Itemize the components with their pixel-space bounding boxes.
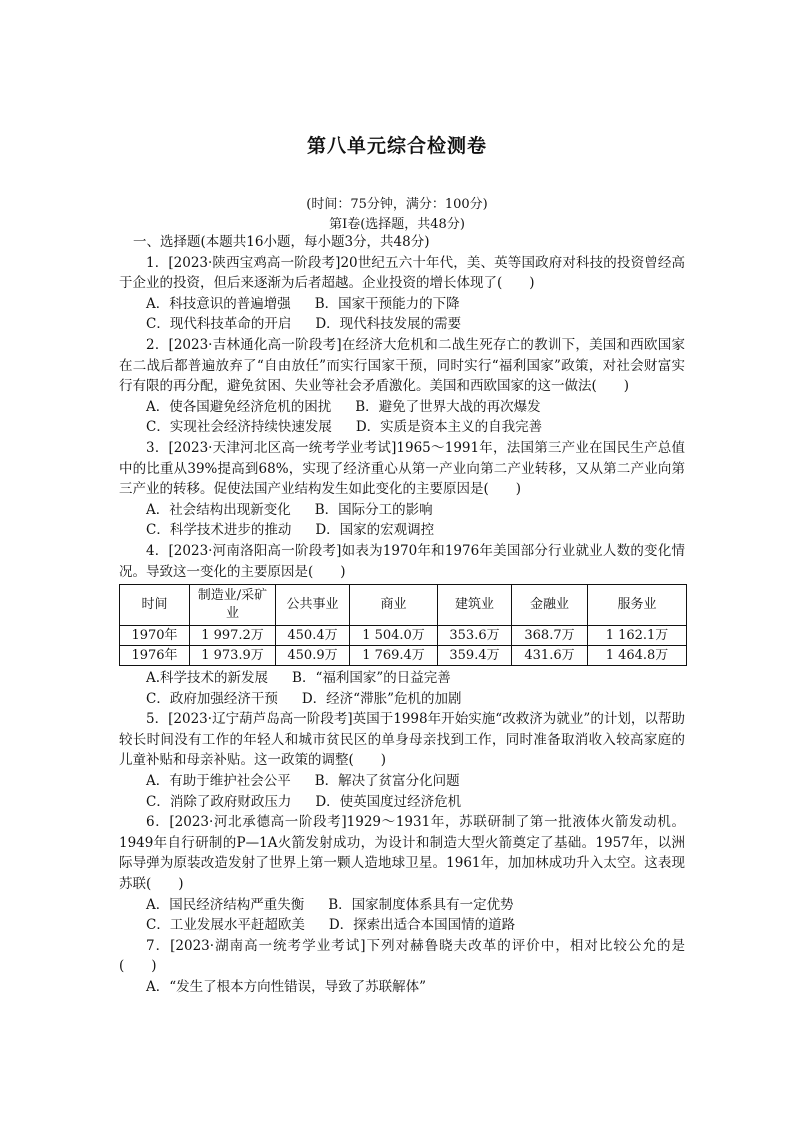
table-cell: 1 997.2万: [190, 626, 276, 646]
table-cell: 1 464.8万: [588, 646, 687, 666]
table-header-cell: 服务业: [588, 585, 687, 626]
question-3-options-row-1: [119, 500, 685, 521]
question-7-options-row-1: [119, 977, 685, 998]
question-4-options-row-1: [119, 668, 685, 689]
question-5-option-d[interactable]: D．使英国度过经济危机: [315, 793, 462, 810]
question-2-option-a[interactable]: A．使各国避免经济危机的困扰: [146, 398, 332, 415]
question-7-option-a[interactable]: A．“发生了根本方向性错误，导致了苏联解体”: [146, 979, 427, 995]
question-6-options-row-1: [119, 895, 685, 916]
table-header-cell: 建筑业: [438, 585, 512, 626]
question-3-option-a[interactable]: A．社会结构出现新变化: [146, 501, 291, 518]
question-4-option-a[interactable]: A.科学技术的新发展: [146, 670, 269, 687]
question-3-option-b[interactable]: B．国际分工的影响: [314, 501, 433, 518]
table-cell: 368.7万: [512, 626, 588, 646]
question-4-options-row-2: [119, 689, 685, 710]
table-cell: 450.9万: [276, 646, 350, 666]
table-header-cell: 商业: [350, 585, 438, 626]
question-2-option-b[interactable]: B．避免了世界大战的再次爆发: [355, 398, 541, 415]
question-5-options-row-1: [119, 771, 685, 792]
question-6-option-c[interactable]: C．工业发展水平赶超欧美: [146, 917, 305, 934]
question-1-option-a[interactable]: A．科技意识的普遍增强: [146, 295, 291, 312]
question-2-options-row-2: [119, 417, 685, 438]
question-2-options-row-1: [119, 397, 685, 418]
question-3-option-d[interactable]: D．国家的宏观调控: [315, 522, 435, 539]
question-4-option-b[interactable]: B．“福利国家”的日益完善: [292, 670, 451, 687]
question-5-options-row-2: [119, 792, 685, 813]
table-row: [120, 626, 687, 646]
table-cell: 359.4万: [438, 646, 512, 666]
questions-body: [119, 232, 685, 998]
question-2-stem: 2．[2023·吉林通化高一阶段考]在经济大危机和二战生死存亡的教训下，美国和西欧国家在二战后都普遍放弃了“自由放任”而实行国家干预，同时实行“福利国家”政策，对社会财富实行有限的再分配，避免贫困、失业等社会矛盾激化。美国和西欧国家的这一做法( ): [119, 336, 685, 395]
table-cell: 1 973.9万: [190, 646, 276, 666]
table-cell: 431.6万: [512, 646, 588, 666]
table-header-cell: 公共事业: [276, 585, 350, 626]
table-cell: 1 162.1万: [588, 626, 687, 646]
question-5-option-a[interactable]: A．有助于维护社会公平: [146, 773, 291, 790]
question-7-stem: 7．[2023·湖南高一统考学业考试]下列对赫鲁晓夫改革的评价中，相对比较公允的是( ): [119, 937, 685, 975]
question-6-option-d[interactable]: D．探索出适合本国国情的道路: [328, 917, 516, 934]
table-cell: 450.4万: [276, 626, 350, 646]
question-3-option-c[interactable]: C．科学技术进步的推动: [146, 522, 292, 539]
table-cell: 1 769.4万: [350, 646, 438, 666]
question-1-option-d[interactable]: D．现代科技发展的需要: [315, 316, 462, 333]
table-cell: 1 504.0万: [350, 626, 438, 646]
question-6-stem: 6．[2023·河北承德高一阶段考]1929～1931年，苏联研制了第一批液体火箭发动机。1949年自行研制的P—1A火箭发射成功，为设计和制造大型火箭奠定了基础。1957年，以洲际导弹为原装改造发射了世界上第一颗人造地球卫星。1961年，加加林成功升入太空。这表现苏联( ): [119, 814, 685, 893]
question-5-option-b[interactable]: B．解决了贫富分化问题: [314, 773, 460, 790]
time-score-line: (时间：75分钟，满分：100分): [306, 197, 488, 212]
question-6-options-row-2: [119, 915, 685, 936]
table-cell: 353.6万: [438, 626, 512, 646]
section-heading: 一、选择题(本题共16小题，每小题3分，共48分): [133, 234, 430, 250]
question-1-stem: 1．[2023·陕西宝鸡高一阶段考]20世纪五六十年代，美、英等国政府对科技的投资曾经高于企业的投资，但后来逐渐为后者超越。企业投资的增长体现了( ): [119, 254, 685, 292]
question-3-stem: 3．[2023·天津河北区高一统考学业考试]1965～1991年，法国第三产业在国民生产总值中的比重从39%提高到68%，实现了经济重心从第一产业向第二产业转移，又从第二产业向第三产业的转移。促使法国产业结构发生如此变化的主要原因是( ): [119, 439, 685, 498]
table-cell: 1970年: [120, 626, 190, 646]
employment-table: [119, 584, 687, 666]
question-3-options-row-2: [119, 520, 685, 541]
question-1-option-b[interactable]: B．国家干预能力的下降: [314, 295, 460, 312]
question-2-option-d[interactable]: D．实质是资本主义的自我完善: [355, 419, 543, 436]
question-1-options-row-2: [119, 314, 685, 335]
question-5-stem: 5．[2023·辽宁葫芦岛高一阶段考]英国于1998年开始实施“改救济为就业”的计划，以帮助较长时间没有工作的年轻人和城市贫民区的单身母亲找到工作，同时准备取消收入较高家庭的儿童补贴和母亲补贴。这一政策的调整( ): [119, 711, 685, 769]
table-cell: 1976年: [120, 646, 190, 666]
question-2-option-c[interactable]: C．实现社会经济持续快速发展: [146, 419, 332, 436]
table-header-cell: 时间: [120, 585, 190, 626]
table-header-cell: 制造业/采矿业: [190, 585, 276, 626]
question-1-option-c[interactable]: C．现代科技革命的开启: [146, 316, 292, 333]
question-6-option-b[interactable]: B．国家制度体系具有一定优势: [328, 896, 514, 913]
question-1-options-row-1: [119, 294, 685, 315]
question-4-stem: 4．[2023·河南洛阳高一阶段考]如表为1970年和1976年美国部分行业就业人数的变化情况。导致这一变化的主要原因是( ): [119, 542, 685, 580]
table-header-cell: 金融业: [512, 585, 588, 626]
question-6-option-a[interactable]: A．国民经济结构严重失衡: [146, 896, 305, 913]
question-4-option-d[interactable]: D．经济“滞胀”危机的加剧: [301, 690, 462, 707]
question-5-option-c[interactable]: C．消除了政府财政压力: [146, 793, 292, 810]
table-row: [120, 646, 687, 666]
question-4-option-c[interactable]: C．政府加强经济干预: [146, 690, 278, 707]
volume-line: 第Ⅰ卷(选择题，共48分): [329, 217, 465, 232]
table-header-row: [120, 585, 687, 626]
page-title: 第八单元综合检测卷: [306, 135, 487, 157]
